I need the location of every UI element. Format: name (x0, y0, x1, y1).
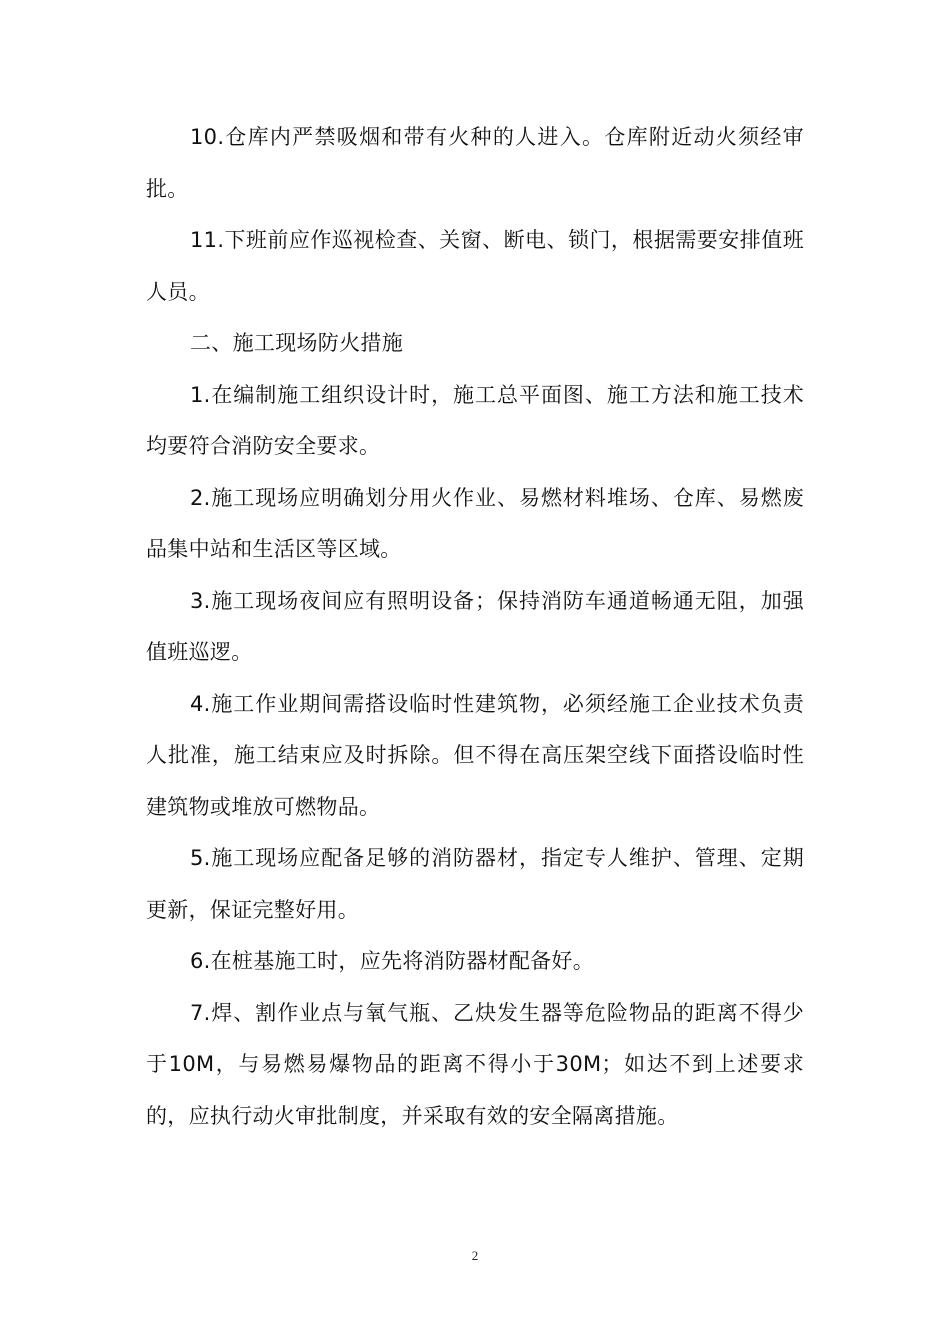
page-number: 2 (471, 1248, 479, 1263)
paragraph-item-4: 4.施工作业期间需搭设临时性建筑物，必须经施工企业技术负责人批准，施工结束应及时拆除。但不得在高压架空线下面搭设临时性建筑物或堆放可燃物品。 (146, 691, 804, 819)
section-heading: 二、施工现场防火措施 (190, 331, 403, 355)
paragraph-item-5: 5.施工现场应配备足够的消防器材，指定专人维护、管理、定期更新，保证完整好用。 (146, 846, 804, 922)
paragraph-item-3: 3.施工现场夜间应有照明设备；保持消防车通道畅通无阻，加强值班巡逻。 (146, 588, 804, 664)
paragraph-item-7: 7.焊、割作业点与氧气瓶、乙炔发生器等危险物品的距离不得少于10M，与易燃易爆物品的距离不得小于30M；如达不到上述要求的，应执行动火审批制度，并采取有效的安全隔离措施。 (146, 1000, 804, 1128)
document-body (146, 112, 804, 1142)
paragraph-item-1: 1.在编制施工组织设计时，施工总平面图、施工方法和施工技术均要符合消防安全要求。 (146, 382, 804, 458)
paragraph-item-2: 2.施工现场应明确划分用火作业、易燃材料堆场、仓库、易燃废品集中站和生活区等区域。 (146, 485, 804, 561)
paragraph-item-10: 10.仓库内严禁吸烟和带有火种的人进入。仓库附近动火须经审批。 (146, 125, 804, 201)
paragraph-item-11: 11.下班前应作巡视检查、关窗、断电、锁门，根据需要安排值班人员。 (146, 228, 804, 304)
paragraph-item-6: 6.在桩基施工时，应先将消防器材配备好。 (190, 949, 595, 973)
